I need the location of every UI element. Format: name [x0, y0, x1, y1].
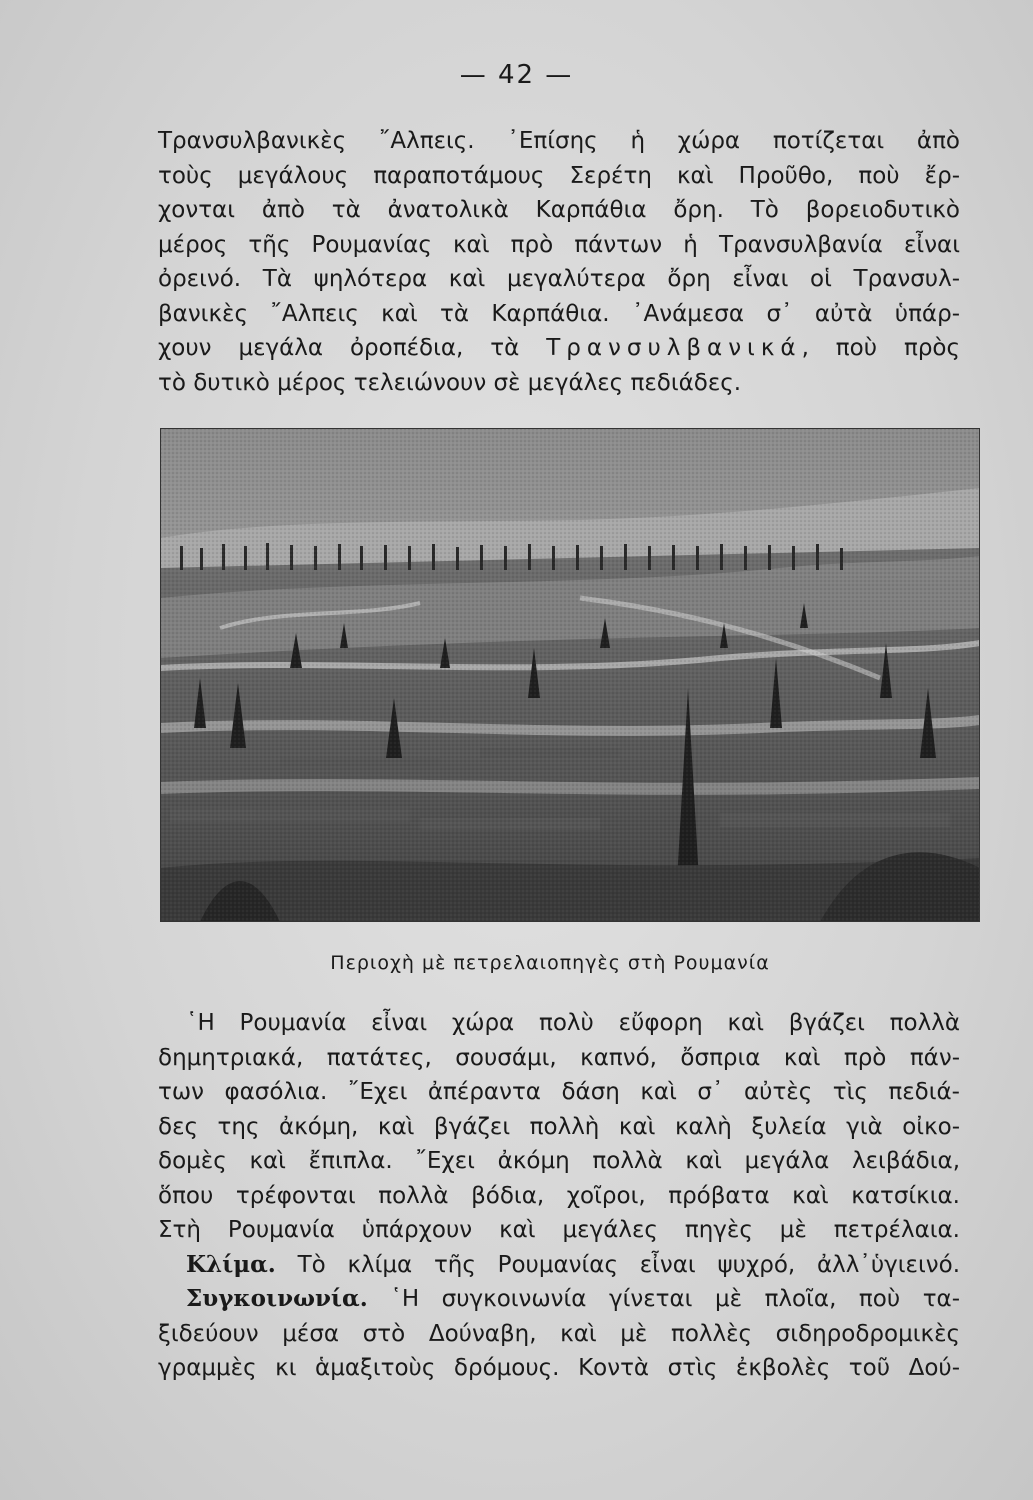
- text-line: βανικὲς ῎Αλπεις καὶ τὰ Καρπάθια. ᾿Ανάμεσα σ᾿ αὐτὰ ὑπάρ-: [158, 300, 960, 327]
- spaced-term: Τρανσυλβανικά: [546, 335, 802, 361]
- text-line: Τρανσυλβανικὲς ῎Αλπεις. ᾿Επίσης ἡ χώρα ποτίζεται ἀπὸ: [158, 128, 960, 154]
- bottom-paragraph: [158, 1006, 960, 1386]
- page-number: — 42 —: [459, 60, 574, 90]
- text-line: χονται ἀπὸ τὰ ἀνατολικὰ Καρπάθια ὄρη. Τὸ βορειοδυτικὸ: [158, 197, 960, 223]
- text-line: ὅπου τρέφονται πολλὰ βόδια, χοῖροι, πρόβατα καὶ κατσίκια.: [158, 1182, 960, 1209]
- text-line: γραμμὲς κι ἁμαξιτοὺς δρόμους. Κοντὰ στὶς ἐκβολὲς τοῦ Δού-: [158, 1355, 960, 1381]
- text-line: ῾Η Ρουμανία εἶναι χώρα πολὺ εὔφορη καὶ βγάζει πολλὰ: [186, 1010, 960, 1036]
- text-line: τὸ δυτικὸ μέρος τελειώνουν σὲ μεγάλες πεδιάδες.: [158, 369, 742, 396]
- transport-line: [158, 1282, 960, 1317]
- transport-text: ῾Η συγκοινωνία γίνεται μὲ πλοῖα, ποὺ τα-: [390, 1286, 960, 1312]
- text-line: ξιδεύουν μέσα στὸ Δούναβη, καὶ μὲ πολλὲς σιδηροδρομικὲς: [158, 1320, 960, 1347]
- climate-text: Τὸ κλίμα τῆς Ρουμανίας εἶναι ψυχρό, ἀλλ᾿ὑγιεινό.: [297, 1251, 961, 1278]
- text-line: μέρος τῆς Ρουμανίας καὶ πρὸ πάντων ἡ Τρανσυλβανία εἶναι: [158, 231, 960, 258]
- transport-heading: Συγκοινωνία.: [186, 1285, 368, 1312]
- text-line: [158, 331, 960, 366]
- climate-heading: Κλίμα.: [186, 1250, 276, 1278]
- text-segment: χουν μεγάλα ὀροπέδια, τὰ: [158, 335, 547, 361]
- climate-line: [158, 1248, 960, 1283]
- text-line: ὀρεινό. Τὰ ψηλότερα καὶ μεγαλύτερα ὄρη εἶναι οἱ Τρανσυλ-: [158, 266, 960, 292]
- oil-field-photo: [160, 428, 980, 922]
- text-line: δομὲς καὶ ἔπιπλα. ῎Εχει ἀκόμη πολλὰ καὶ μεγάλα λειβάδια,: [158, 1148, 960, 1174]
- text-segment: , ποὺ πρὸς: [801, 335, 960, 361]
- text-line: δες της ἀκόμη, καὶ βγάζει πολλὴ καὶ καλὴ ξυλεία γιὰ οἰκο-: [158, 1113, 960, 1140]
- top-paragraph: [158, 124, 960, 400]
- text-line: Στὴ Ρουμανία ὑπάρχουν καὶ μεγάλες πηγὲς μὲ πετρέλαια.: [158, 1217, 960, 1243]
- text-line: τοὺς μεγάλους παραποτάμους Σερέτη καὶ Προῦθο, ποὺ ἔρ-: [158, 162, 960, 189]
- figure-caption: Περιοχὴ μὲ πετρελαιοπηγὲς στὴ Ρουμανία: [330, 952, 770, 974]
- text-line: των φασόλια. ῎Εχει ἀπέραντα δάση καὶ σ᾿ αὐτὲς τὶς πεδιά-: [158, 1079, 960, 1105]
- photo-illustration: [160, 428, 980, 922]
- text-line: δημητριακά, πατάτες, σουσάμι, καπνό, ὄσπρια καὶ πρὸ πάν-: [158, 1044, 960, 1071]
